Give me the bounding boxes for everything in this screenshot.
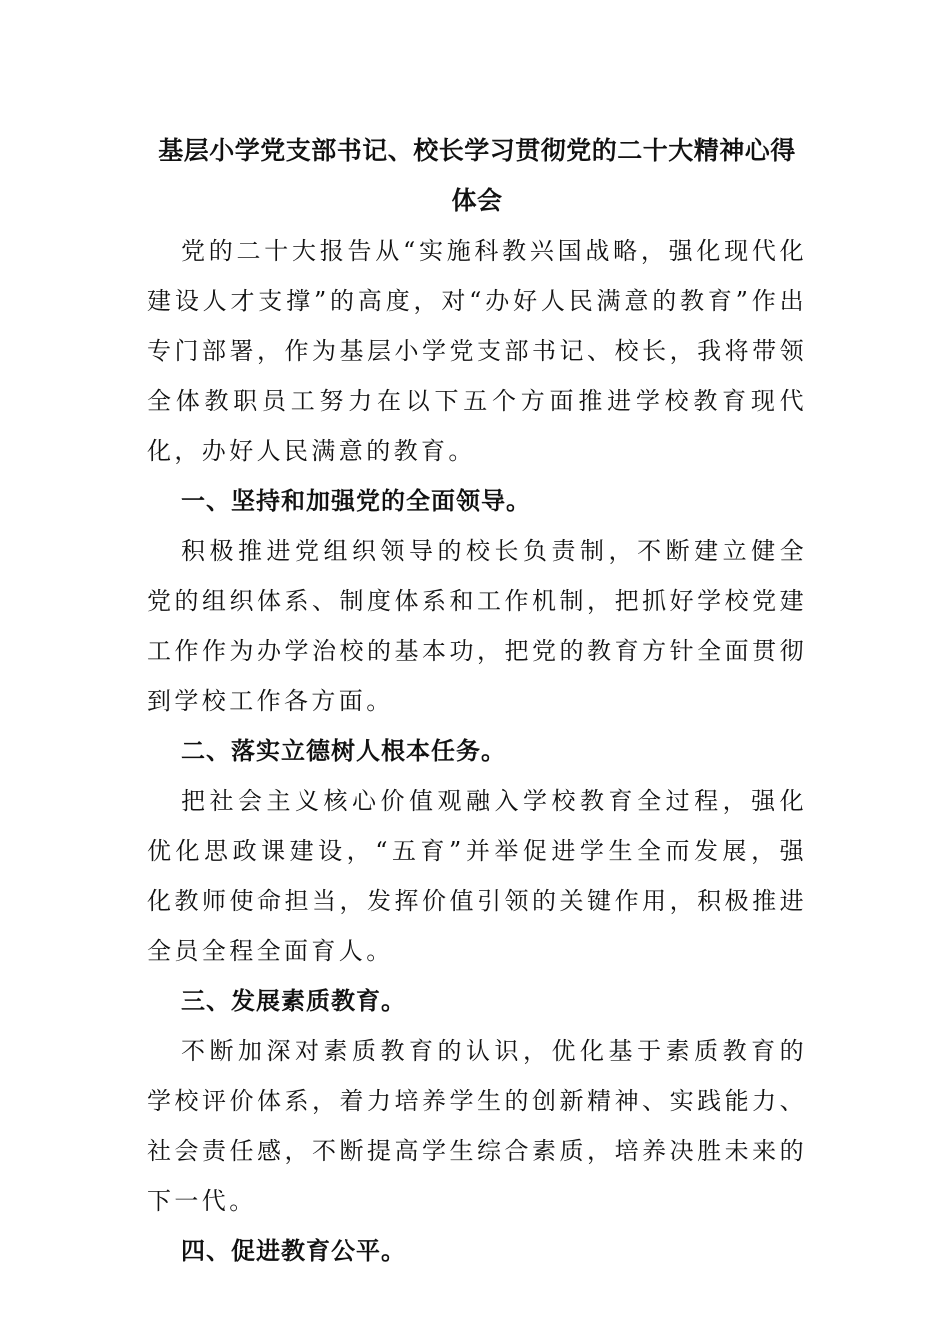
section-3-body: 不断加深对素质教育的认识，优化基于素质教育的学校评价体系，着力培养学生的创新精神、实践能力、社会责任感，不断提高学生综合素质，培养决胜未来的下一代。 xyxy=(147,1037,807,1215)
section-1-body: 积极推进党组织领导的校长负责制，不断建立健全党的组织体系、制度体系和工作机制，把抓好学校党建工作作为办学治校的基本功，把党的教育方针全面贯彻到学校工作各方面。 xyxy=(147,537,807,715)
section-1-heading: 一、坚持和加强党的全面领导。 xyxy=(181,487,531,515)
section-2-heading: 二、落实立德树人根本任务。 xyxy=(181,737,506,765)
title-line-1: 基层小学党支部书记、校长学习贯彻党的二十大精神心得 xyxy=(158,136,796,165)
intro-paragraph: 党的二十大报告从“实施科教兴国战略，强化现代化建设人才支撑”的高度，对“办好人民满意的教育”作出专门部署，作为基层小学党支部书记、校长，我将带领全体教职员工努力在以下五个方面推进学校教育现代化，办好人民满意的教育。 xyxy=(147,237,807,465)
section-3-heading: 三、发展素质教育。 xyxy=(181,987,406,1015)
document-title xyxy=(147,126,807,226)
section-2-body: 把社会主义核心价值观融入学校教育全过程，强化优化思政课建设，“五育”并举促进学生全而发展，强化教师使命担当，发挥价值引领的关键作用，积极推进全员全程全面育人。 xyxy=(147,787,807,965)
section-4-heading: 四、促进教育公平。 xyxy=(181,1237,406,1265)
title-line-2: 体会 xyxy=(451,186,503,215)
document-page xyxy=(147,126,807,1276)
